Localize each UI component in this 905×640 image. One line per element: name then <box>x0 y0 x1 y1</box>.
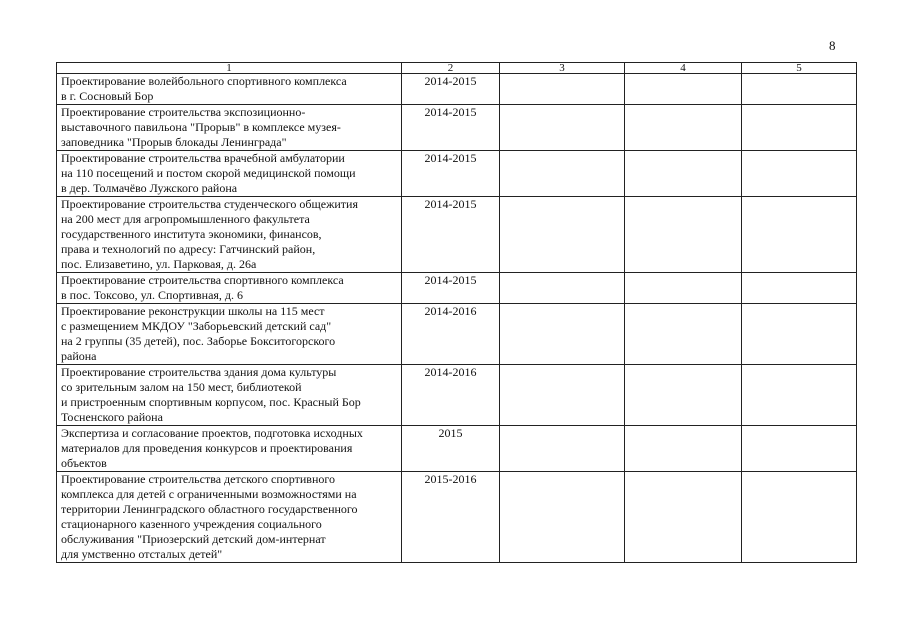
project-name-cell: Проектирование строительства здания дома культуры со зрительным залом на 150 мест, библиотекой и пристроенным спортивным корпусом, пос. Красный Бор Тосненского района <box>57 365 402 426</box>
empty-col3-cell <box>500 365 625 426</box>
empty-col5-cell <box>742 426 857 472</box>
project-years-cell: 2014-2016 <box>402 304 500 365</box>
table-body <box>57 74 857 563</box>
column-header-3: 3 <box>500 63 625 74</box>
empty-col5-cell <box>742 74 857 105</box>
empty-col3-cell <box>500 105 625 151</box>
table-row <box>57 365 857 426</box>
table-row <box>57 304 857 365</box>
project-years-cell: 2014-2015 <box>402 273 500 304</box>
table-row <box>57 197 857 273</box>
project-name-cell: Проектирование реконструкции школы на 115 мест с размещением МКДОУ "Заборьевский детский сад" на 2 группы (35 детей), пос. Заборье Бокситогорского района <box>57 304 402 365</box>
project-years-cell: 2015-2016 <box>402 472 500 563</box>
project-name-cell: Проектирование строительства врачебной амбулатории на 110 посещений и постом скорой медицинской помощи в дер. Толмачёво Лужского района <box>57 151 402 197</box>
empty-col5-cell <box>742 197 857 273</box>
table-row <box>57 273 857 304</box>
empty-col4-cell <box>625 304 742 365</box>
table-row <box>57 74 857 105</box>
empty-col5-cell <box>742 365 857 426</box>
table-header <box>57 63 857 74</box>
empty-col4-cell <box>625 105 742 151</box>
column-header-1: 1 <box>57 63 402 74</box>
table-row <box>57 151 857 197</box>
project-name-cell: Проектирование строительства спортивного комплекса в пос. Токсово, ул. Спортивная, д. 6 <box>57 273 402 304</box>
empty-col5-cell <box>742 472 857 563</box>
column-header-5: 5 <box>742 63 857 74</box>
empty-col5-cell <box>742 304 857 365</box>
empty-col3-cell <box>500 273 625 304</box>
empty-col4-cell <box>625 151 742 197</box>
empty-col3-cell <box>500 197 625 273</box>
empty-col3-cell <box>500 426 625 472</box>
empty-col5-cell <box>742 105 857 151</box>
project-name-cell: Проектирование строительства экспозиционно- выставочного павильона "Прорыв" в комплексе музея- заповедника "Прорыв блокады Ленинграда" <box>57 105 402 151</box>
empty-col3-cell <box>500 74 625 105</box>
project-years-cell: 2014-2015 <box>402 74 500 105</box>
empty-col4-cell <box>625 197 742 273</box>
project-years-cell: 2015 <box>402 426 500 472</box>
empty-col3-cell <box>500 151 625 197</box>
empty-col4-cell <box>625 472 742 563</box>
column-header-2: 2 <box>402 63 500 74</box>
project-years-cell: 2014-2015 <box>402 151 500 197</box>
project-years-cell: 2014-2016 <box>402 365 500 426</box>
column-header-4: 4 <box>625 63 742 74</box>
table-row <box>57 105 857 151</box>
project-name-cell: Проектирование строительства студенческого общежития на 200 мест для агропромышленного факультета государственного института экономики, финансов, права и технологий по адресу: Гатчинский район, пос. Елизаветино, ул. Парковая, д. 26а <box>57 197 402 273</box>
project-name-cell: Проектирование строительства детского спортивного комплекса для детей с ограниченными возможностями на территории Ленинградского областного государственного стационарного казенного учреждения социального обслуживания "Приозерский детский дом-интернат для умственно отсталых детей" <box>57 472 402 563</box>
project-name-cell: Экспертиза и согласование проектов, подготовка исходных материалов для проведения конкурсов и проектирования объектов <box>57 426 402 472</box>
empty-col4-cell <box>625 426 742 472</box>
projects-table <box>56 62 857 563</box>
project-name-cell: Проектирование волейбольного спортивного комплекса в г. Сосновый Бор <box>57 74 402 105</box>
table-row <box>57 426 857 472</box>
empty-col4-cell <box>625 273 742 304</box>
table-row <box>57 472 857 563</box>
project-years-cell: 2014-2015 <box>402 197 500 273</box>
empty-col3-cell <box>500 472 625 563</box>
empty-col5-cell <box>742 151 857 197</box>
page-number: 8 <box>829 38 836 53</box>
empty-col3-cell <box>500 304 625 365</box>
empty-col4-cell <box>625 365 742 426</box>
empty-col5-cell <box>742 273 857 304</box>
project-years-cell: 2014-2015 <box>402 105 500 151</box>
empty-col4-cell <box>625 74 742 105</box>
header-row <box>57 63 857 74</box>
